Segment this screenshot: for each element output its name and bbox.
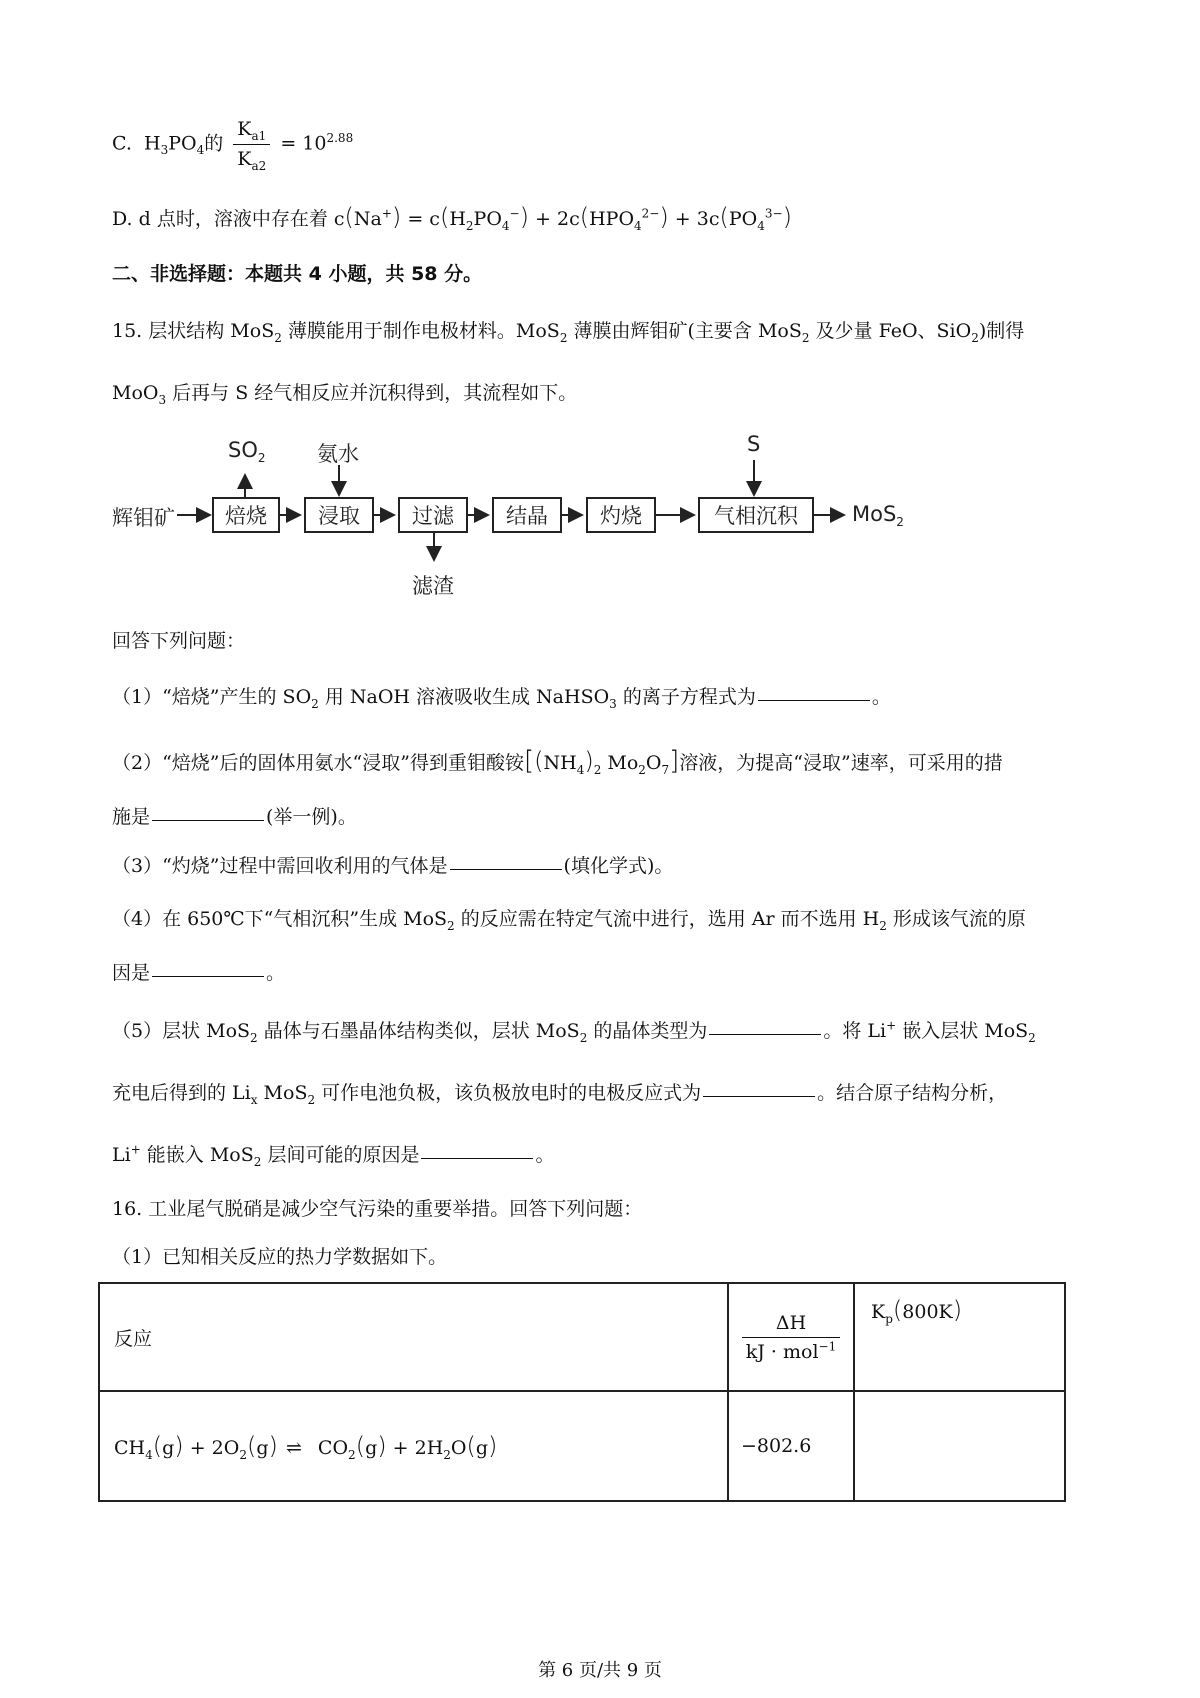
formula-part: PO bbox=[473, 208, 502, 230]
text: 。 bbox=[266, 962, 286, 984]
step-roast: 焙烧 bbox=[212, 497, 280, 533]
text: g bbox=[162, 1437, 175, 1459]
text: = c bbox=[401, 208, 440, 230]
page-footer: 第 6 页/共 9 页 bbox=[538, 1660, 662, 1681]
text: （5）层状 MoS bbox=[112, 1020, 251, 1042]
text: + 2c bbox=[528, 208, 580, 230]
frac-denominator: kJ · mol bbox=[745, 1340, 819, 1363]
subscript: 3 bbox=[160, 143, 169, 158]
frac-numerator: K bbox=[237, 118, 252, 140]
text: 充电后得到的 Li bbox=[112, 1082, 251, 1104]
text: 后再与 S 经气相反应并沉积得到，其流程如下。 bbox=[166, 382, 578, 404]
text: 的反应需在特定气流中进行，选用 Ar 而不选用 H bbox=[454, 908, 880, 930]
formula-part: PO bbox=[728, 208, 758, 230]
q15-line1 bbox=[112, 320, 1024, 343]
answer-blank[interactable] bbox=[450, 868, 562, 870]
text: g bbox=[256, 1437, 269, 1459]
q15-part4-line1 bbox=[112, 908, 1026, 931]
text: 。 bbox=[535, 1144, 555, 1166]
subscript: 2 bbox=[879, 918, 887, 933]
subscript: 2 bbox=[1028, 1030, 1036, 1045]
text: 用 NaOH 溶液吸收生成 NaHSO bbox=[318, 686, 610, 708]
q15-part1 bbox=[112, 686, 891, 709]
subscript: 2 bbox=[274, 330, 282, 345]
text: 。结合原子结构分析， bbox=[817, 1082, 1008, 1104]
text: 晶体与石墨晶体结构类似，层状 MoS bbox=[257, 1020, 580, 1042]
superscript: + bbox=[381, 206, 392, 221]
equilibrium-arrow: ⇌ bbox=[285, 1437, 302, 1459]
q15-part2-line2 bbox=[112, 806, 357, 829]
subscript: p bbox=[885, 1311, 893, 1326]
q15-part4-line2 bbox=[112, 962, 285, 985]
subscript: 7 bbox=[661, 762, 670, 777]
answer-intro: 回答下列问题： bbox=[112, 630, 246, 652]
subscript: 2 bbox=[443, 1447, 451, 1462]
option-c bbox=[112, 118, 353, 171]
subscript: 2 bbox=[559, 330, 568, 345]
flow-input: 辉钼矿 bbox=[112, 506, 175, 530]
text: （1）“焙烧”产生的 SO bbox=[112, 686, 312, 708]
superscript: −1 bbox=[818, 1339, 837, 1354]
subscript: 2 bbox=[593, 762, 602, 777]
q15-line2 bbox=[112, 382, 577, 405]
text: MoS bbox=[257, 1082, 308, 1104]
subscript: 3 bbox=[609, 696, 617, 711]
subscript: 2 bbox=[465, 218, 474, 233]
process-flowchart bbox=[112, 430, 932, 610]
subscript: 2 bbox=[801, 330, 810, 345]
text: CH bbox=[114, 1437, 146, 1459]
step-crystallize: 结晶 bbox=[492, 497, 562, 533]
q15-part5-line2 bbox=[112, 1082, 1007, 1105]
header-delta-h bbox=[728, 1283, 854, 1391]
subscript: 4 bbox=[634, 218, 642, 233]
formula-part: H bbox=[449, 208, 466, 230]
text: 溶液，为提高“浸取”速率，可采用的措 bbox=[679, 752, 1003, 774]
subscript: 2 bbox=[447, 918, 455, 933]
text: CO bbox=[317, 1437, 349, 1459]
text: 15. 层状结构 MoS bbox=[112, 320, 275, 342]
flow-ammonia: 氨水 bbox=[317, 442, 359, 466]
subscript: 4 bbox=[145, 1447, 153, 1462]
exponent: 2.88 bbox=[326, 130, 354, 145]
text: （3）“灼烧”过程中需回收利用的气体是 bbox=[112, 855, 448, 877]
q15-part3 bbox=[112, 855, 673, 878]
text: 。 bbox=[871, 686, 891, 708]
subscript: 4 bbox=[576, 762, 585, 777]
text: g bbox=[365, 1437, 378, 1459]
subscript: 2 bbox=[250, 1030, 258, 1045]
text: )制得 bbox=[978, 320, 1025, 342]
header-kp: $K_p(800K)$ bbox=[854, 1283, 1065, 1391]
subscript: 2 bbox=[348, 1447, 356, 1462]
text: + 2O bbox=[183, 1437, 240, 1459]
answer-blank[interactable] bbox=[152, 975, 264, 977]
subscript: a2 bbox=[251, 158, 267, 173]
step-calcine: 灼烧 bbox=[586, 497, 656, 533]
subscript: 3 bbox=[158, 392, 167, 407]
q16-line1: 16. 工业尾气脱硝是减少空气污染的重要举措。回答下列问题： bbox=[112, 1198, 643, 1220]
option-d: D. d 点时，溶液中存在着 $c(Na^+) = c(H_2PO_4^-) + 2c(HPO_4^{2-}) + 3c(PO_4^{3-})$ bbox=[112, 203, 792, 233]
subscript: x bbox=[250, 1092, 258, 1107]
text: (填化学式)。 bbox=[563, 855, 674, 877]
superscript: + bbox=[886, 1018, 897, 1033]
formula-part: O bbox=[645, 752, 662, 774]
step-leach: 浸取 bbox=[304, 497, 374, 533]
answer-blank[interactable] bbox=[709, 1033, 821, 1035]
equals-value: = 10 bbox=[280, 132, 327, 155]
superscript: + bbox=[130, 1142, 141, 1157]
row1-reaction: $CH_4(g) + 2O_2(g)$ ⇌ $CO_2(g) + 2H_2O(g)$ bbox=[99, 1391, 728, 1501]
subscript: 2 bbox=[579, 1030, 588, 1045]
formula-part: Mo bbox=[601, 752, 639, 774]
text: 形成该气流的原 bbox=[886, 908, 1026, 930]
flow-sulfur: S bbox=[747, 432, 761, 456]
text: MoO bbox=[112, 382, 159, 404]
frac-numerator: ΔH bbox=[775, 1311, 807, 1334]
row1-kp bbox=[854, 1391, 1065, 1501]
q15-part2-line1: （2）“焙烧”后的固体用氨水“浸取”得到重钼酸铵[$(NH_4)_2$ $Mo_2O_7$]溶液，为提高“浸取”速率，可采用的措 bbox=[112, 746, 1003, 777]
table-row bbox=[99, 1391, 1065, 1501]
subscript: 4 bbox=[501, 218, 510, 233]
subscript: 2 bbox=[253, 1154, 262, 1169]
text: （2）“焙烧”后的固体用氨水“浸取”得到重钼酸铵 bbox=[112, 752, 524, 774]
text: 的离子方程式为 bbox=[616, 686, 756, 708]
thermo-data-table bbox=[98, 1282, 1066, 1502]
subscript: 2 bbox=[638, 762, 646, 777]
text: + 3c bbox=[668, 208, 720, 230]
option-letter: C. bbox=[112, 132, 132, 155]
text: （4）在 650℃下“气相沉积”生成 MoS bbox=[112, 908, 448, 930]
row1-delta-h: −802.6 bbox=[728, 1391, 854, 1501]
text: MoS bbox=[852, 502, 897, 526]
superscript: 3− bbox=[764, 206, 783, 221]
step-filter: 过滤 bbox=[398, 497, 468, 533]
superscript: 2− bbox=[641, 206, 660, 221]
subscript: 2 bbox=[311, 696, 319, 711]
text: K bbox=[871, 1301, 886, 1323]
text: 800K bbox=[902, 1301, 953, 1323]
step-vapor-deposition: 气相沉积 bbox=[698, 497, 814, 533]
header-reaction bbox=[99, 1283, 728, 1391]
answer-blank[interactable] bbox=[421, 1157, 533, 1159]
subscript: 2 bbox=[239, 1447, 247, 1462]
delta-h-fraction bbox=[742, 1312, 840, 1363]
subscript: 2 bbox=[971, 330, 979, 345]
text: g bbox=[475, 1437, 489, 1459]
text: 薄膜由辉钼矿(主要含 MoS bbox=[567, 320, 802, 342]
answer-blank[interactable] bbox=[152, 819, 264, 821]
text: 及少量 FeO、SiO bbox=[809, 320, 972, 342]
text: SO bbox=[228, 438, 258, 462]
text: + 2H bbox=[386, 1437, 444, 1459]
option-d-text: D. d 点时，溶液中存在着 c bbox=[112, 208, 345, 230]
q16-line2: （1）已知相关反应的热力学数据如下。 bbox=[112, 1246, 448, 1268]
text: 。将 Li bbox=[823, 1020, 887, 1042]
text: 薄膜能用于制作电极材料。MoS bbox=[281, 320, 560, 342]
text: 因是 bbox=[112, 962, 151, 984]
text: 可作电池负极，该负极放电时的电极反应式为 bbox=[315, 1082, 702, 1104]
ka-ratio-fraction bbox=[233, 118, 270, 171]
text: 嵌入层状 MoS bbox=[896, 1020, 1029, 1042]
formula-part: NH bbox=[543, 752, 577, 774]
text: 的晶体类型为 bbox=[587, 1020, 708, 1042]
formula-part: HPO bbox=[589, 208, 635, 230]
flow-so2 bbox=[228, 438, 266, 466]
formula-part: H bbox=[144, 132, 161, 155]
text: (举一例)。 bbox=[266, 806, 357, 828]
section-heading: 二、非选择题：本题共 4 小题，共 58 分。 bbox=[112, 263, 483, 285]
flow-output bbox=[852, 502, 904, 530]
superscript: − bbox=[509, 206, 520, 221]
text: O bbox=[450, 1437, 467, 1459]
text: 能嵌入 MoS bbox=[140, 1144, 254, 1166]
answer-blank[interactable] bbox=[758, 699, 870, 701]
subscript: 4 bbox=[757, 218, 765, 233]
q15-part5-line3 bbox=[112, 1144, 554, 1167]
text: Li bbox=[112, 1144, 131, 1166]
formula-part: Na bbox=[353, 208, 382, 230]
subscript: 4 bbox=[196, 143, 205, 158]
text: 层间可能的原因是 bbox=[261, 1144, 420, 1166]
text: 反应 bbox=[114, 1327, 153, 1350]
table-header-row bbox=[99, 1283, 1065, 1391]
answer-blank[interactable] bbox=[703, 1095, 815, 1097]
subscript: 2 bbox=[307, 1092, 316, 1107]
frac-denominator: K bbox=[237, 147, 252, 170]
formula-part: PO bbox=[168, 132, 197, 155]
text: 的 bbox=[204, 132, 224, 155]
subscript: 2 bbox=[257, 451, 266, 466]
q15-part5-line1 bbox=[112, 1020, 1036, 1043]
text: 施是 bbox=[112, 806, 151, 828]
subscript: a1 bbox=[251, 128, 267, 143]
flow-residue: 滤渣 bbox=[412, 574, 454, 598]
subscript: 2 bbox=[896, 515, 904, 530]
